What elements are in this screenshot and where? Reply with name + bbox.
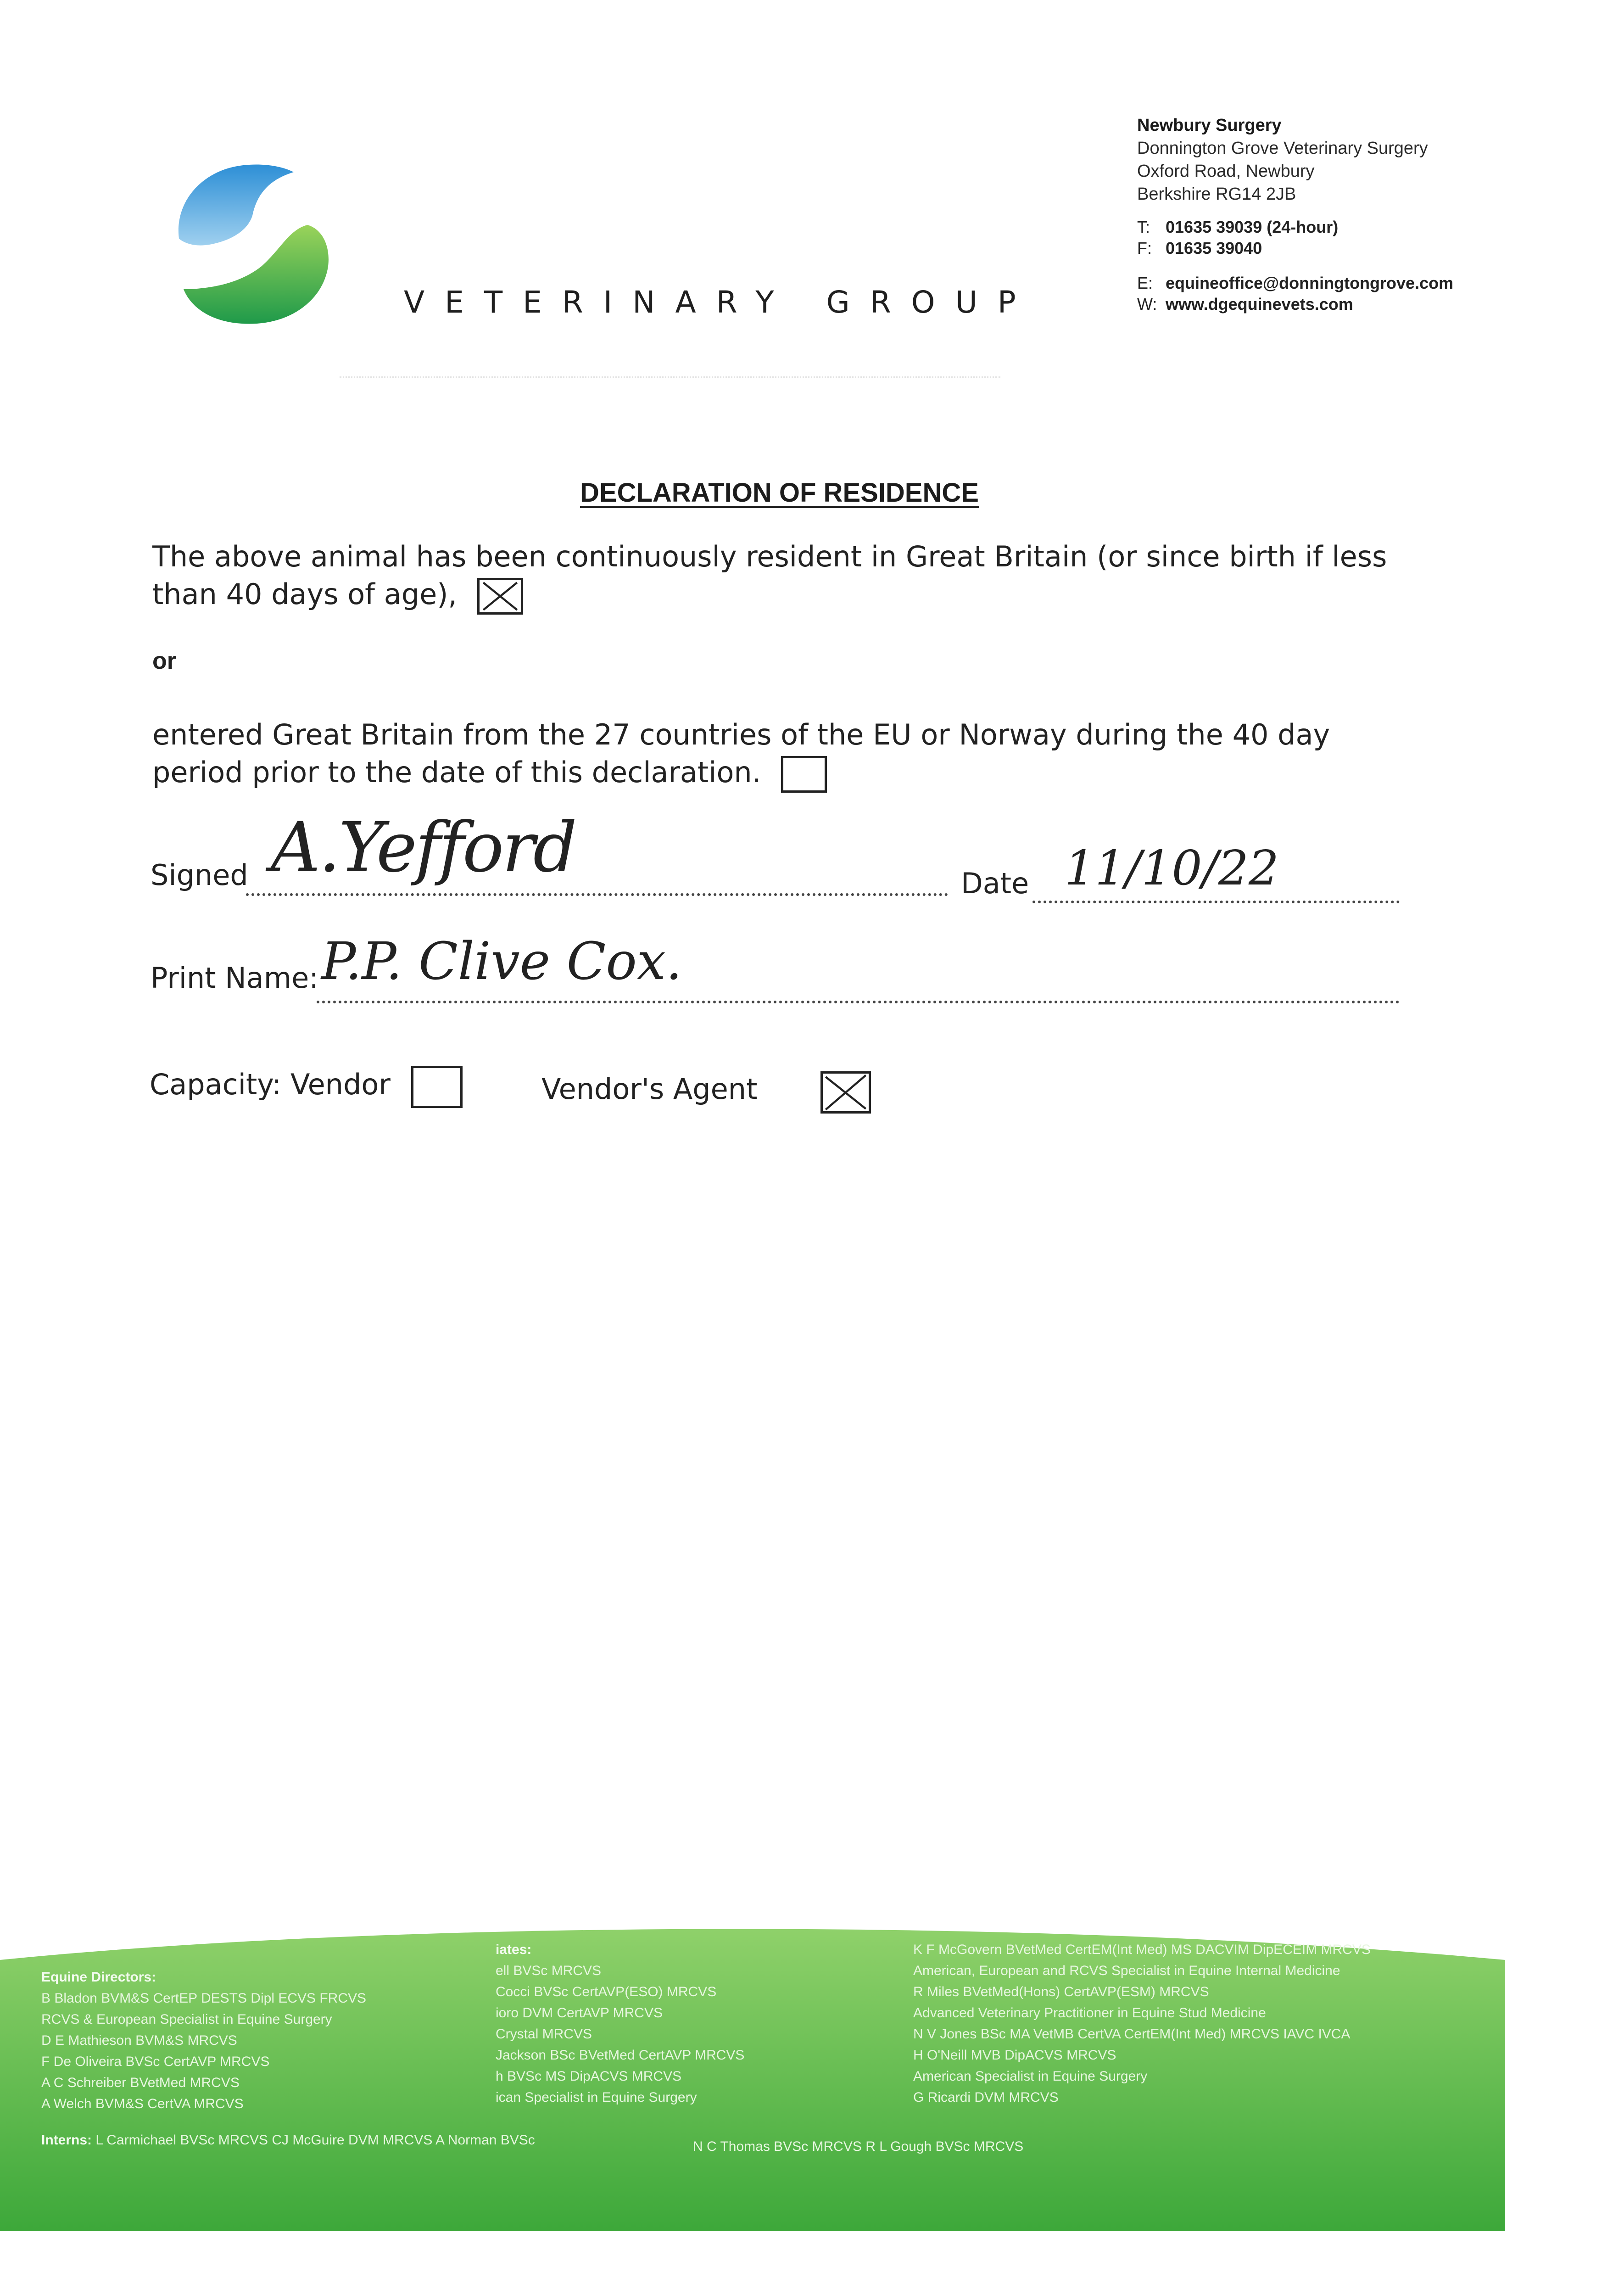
declaration-title: DECLARATION OF RESIDENCE — [580, 478, 979, 508]
email-address: equineoffice@donningtongrove.com — [1166, 274, 1454, 292]
entry-option-text: entered Great Britain from the 27 countries of the EU or Norway during the 40 day period prior to the date of this declaration. — [152, 716, 1428, 793]
directors-heading: Equine Directors: — [41, 1970, 156, 1985]
veterinary-group-logo — [170, 151, 335, 335]
capacity-vendor-label: Capacity: Vendor — [150, 1068, 391, 1101]
vendors-agent-label: Vendor's Agent — [541, 1072, 758, 1106]
wordmark — [404, 285, 1036, 320]
address-line: Donnington Grove Veterinary Surgery — [1137, 139, 1428, 158]
header-divider — [340, 376, 1000, 378]
entry-checkbox[interactable] — [781, 756, 827, 793]
interns-line: Interns: L Carmichael BVSc MRCVS CJ McGuire DVM MRCVS A Norman BVSc — [41, 2133, 535, 2148]
contact-block — [1137, 217, 1453, 315]
surgery-name: Newbury Surgery — [1137, 116, 1282, 135]
website-url: www.dgequinevets.com — [1166, 295, 1353, 313]
directors-list: Equine Directors: B Bladon BVM&S CertEP DESTS Dipl ECVS FRCVS RCVS & European Specialist in Equine Surgery D E Mathieson BVM&S MRCVS F De Oliveira BVSc CertAVP MRCVS A C Schreiber BVetMed MRCVS A Welch BVM&S CertVA MRCVS — [41, 1970, 367, 2111]
wordmark-veterinary: VETERINARY — [404, 285, 794, 320]
print-name-line — [317, 1001, 1400, 1003]
associates-list: iates: ell BVSc MRCVS Cocci BVSc CertAVP(ESO) MRCVS ioro DVM CertAVP MRCVS Crystal MRCVS Jackson BSc BVetMed CertAVP MRCVS h BVSc MS DipACVS MRCVS ican Specialist in Equine Surgery — [496, 1942, 745, 2105]
fax-line: F: 01635 39040 — [1137, 239, 1262, 257]
website-line: W: www.dgequinevets.com — [1137, 295, 1353, 313]
specialists-list: K F McGovern BVetMed CertEM(Int Med) MS DACVIM DipECEIM MRCVS American, European and RCVS Specialist in Equine Internal Medicine R Miles BVetMed(Hons) CertAVP(ESM) MRCVS Advanced Veterinary Practitioner in Equine Stud Medicine N V Jones BSc MA VetMB CertVA CertEM(Int Med) MRCVS IAVC IVCA H O'Neill MVB DipACVS MRCVS American Specialist in Equine Surgery G Ricardi DVM MRCVS — [913, 1942, 1371, 2105]
print-name-label: Print Name: — [151, 961, 319, 995]
phone-line: T: 01635 39039 (24-hour) — [1137, 218, 1339, 236]
print-name-value[interactable]: P.P. Clive Cox. — [321, 932, 682, 991]
vendor-checkbox[interactable] — [411, 1066, 463, 1108]
interns-heading: Interns: — [41, 2133, 92, 2148]
address-line: Oxford Road, Newbury — [1137, 162, 1315, 181]
address-line: Berkshire RG14 2JB — [1137, 185, 1296, 204]
residence-checkbox[interactable] — [477, 578, 523, 615]
date-value[interactable]: 11/10/22 — [1065, 840, 1279, 896]
signature[interactable]: A.Yefford — [271, 808, 575, 888]
interns-line-2: N C Thomas BVSc MRCVS R L Gough BVSc MRCVS — [693, 2139, 1024, 2154]
signed-label: Signed — [151, 858, 248, 892]
date-label: Date — [961, 867, 1029, 900]
wordmark-group: GROUP — [826, 285, 1036, 320]
address-block — [1137, 114, 1428, 206]
signature-line — [246, 893, 948, 896]
vendors-agent-checkbox[interactable] — [820, 1071, 871, 1114]
email-line: E: equineoffice@donningtongrove.com — [1137, 274, 1454, 292]
or-separator: or — [152, 648, 176, 674]
residence-option-text: The above animal has been continuously resident in Great Britain (or since birth if less than 40 days of age), — [152, 538, 1428, 615]
associates-heading: iates: — [496, 1942, 532, 1957]
fax-number: 01635 39040 — [1166, 239, 1262, 257]
phone-number: 01635 39039 (24-hour) — [1166, 218, 1339, 236]
date-line — [1032, 901, 1400, 903]
